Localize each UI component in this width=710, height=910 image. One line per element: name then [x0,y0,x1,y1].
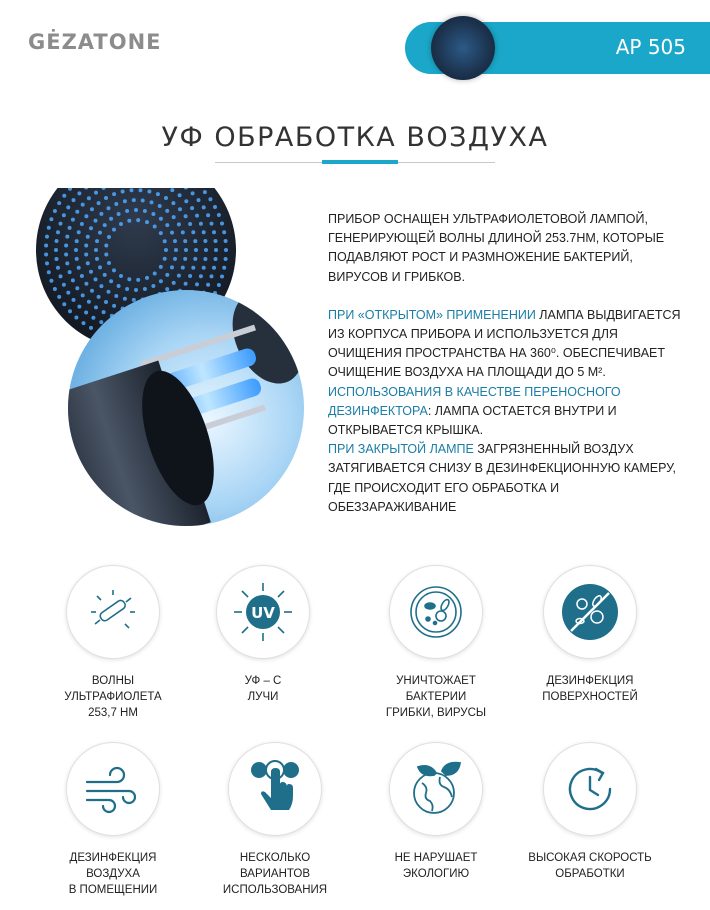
feature-air [43,742,183,898]
grille-dot [84,282,88,286]
closed-mode-text: ЗАГРЯЗНЕННЫЙ ВОЗДУХ ЗАТЯГИВАЕТСЯ СНИЗУ В ДЕЗИНФЕКЦИОННУЮ КАМЕРУ, ГДЕ ПРОИСХОДИТ ЕГО ОБРАБОТКА И ОБЕЗЗАРАЖИВАНИЕ [328,442,676,514]
feature-icon-circle [66,565,160,659]
grille-dot [173,239,177,243]
grille-dot [174,248,178,252]
grille-dot [172,281,176,285]
grille-dot [145,220,149,224]
open-mode-text: ЛАМПА ВЫДВИГАЕТСЯ ИЗ КОРПУСА ПРИБОРА И ИСПОЛЬЗУЕТСЯ ДЛЯ ОЧИЩЕНИЯ ПРОСТРАНСТВА НА 360⁰. ОБЕСПЕЧИВАЕТ ОЧИЩЕНИЕ ВОЗДУХА НА ПЛОЩАДИ ДО 5 М². [328,307,681,380]
grille-dot [159,217,163,221]
grille-dot [117,284,121,288]
grille-dot [165,273,169,277]
grille-dot [191,191,195,195]
grille-dot [224,239,228,243]
grille-dot [213,205,217,209]
grille-dot [121,190,125,194]
feature-icon-circle [66,742,160,836]
grille-dot [57,201,61,205]
grille-dot [74,316,78,320]
grille-dot [47,270,51,274]
grille-dot [143,287,147,291]
grille-dot [203,190,207,194]
grille-dot [81,293,85,297]
grille-dot [125,287,129,291]
grille-dot [123,199,127,203]
grille-dot [159,279,163,283]
grille-dot [65,261,69,265]
grille-dot [71,278,75,282]
grille-dot [80,222,84,226]
grille-dot [188,222,192,226]
speed-clock-icon [562,761,618,817]
grille-dot [165,287,169,291]
grille-dot [68,270,72,274]
grille-dot [103,223,107,227]
grille-dot [82,321,86,325]
grille-dot [56,266,60,270]
grille-dot [107,290,111,294]
grille-dot [159,231,163,235]
portable-mode-heading: ИСПОЛЬЗОВАНИЯ В КАЧЕСТВЕ ПЕРЕНОСНОГО ДЕЗИНФЕКТОРА [328,384,621,418]
grille-dot [125,209,129,213]
grille-dot [64,253,68,257]
grille-dot [195,282,199,286]
feature-icon-circle [216,565,310,659]
grille-dot [165,223,169,227]
product-hero-image [28,188,318,528]
grille-dot [95,239,99,243]
grille-dot [165,209,169,213]
grille-dot [145,276,149,280]
grille-dot [99,284,103,288]
grille-dot [98,231,102,235]
feature-modes [205,742,345,898]
grille-dot [91,316,95,320]
grille-dot [184,248,188,252]
grille-dot [55,239,59,243]
grille-dot [134,208,138,212]
grille-dot [75,286,79,290]
grille-dot [68,309,72,313]
grille-dot [56,230,60,234]
grille-dot [53,209,57,213]
grille-dot [95,257,99,261]
grille-dot [80,274,84,278]
grille-dot [191,230,195,234]
feature-label: ДЕЗИНФЕКЦИЯ ПОВЕРХНОСТЕЙ [542,675,638,703]
grille-dot [178,207,182,211]
grille-dot [44,253,48,257]
touch-buttons-icon [247,758,303,820]
grille-dot [114,294,118,298]
grille-dot [45,235,49,239]
grille-dot [220,222,224,226]
closed-mode-heading: ПРИ ЗАКРЫТОЙ ЛАМПЕ [328,442,474,457]
grille-dot [59,222,63,226]
feature-label: ВОЛНЫ УЛЬТРАФИОЛЕТА 253,7 НМ [64,675,162,719]
grille-dot [75,239,79,243]
grille-dot [94,277,98,281]
grille-dot [132,198,136,202]
grille-dot [153,272,157,276]
grille-dot [203,257,207,261]
feature-icon-circle [389,565,483,659]
model-label: AP 505 [615,35,686,59]
grille-dot [170,188,174,192]
grille-dot [136,278,140,282]
grille-dot [94,219,98,223]
grille-dot [204,248,208,252]
grille-dot [75,210,79,214]
grille-dot [94,191,98,195]
grille-dot [217,213,221,217]
grille-dot [119,274,123,278]
uv-badge-text: UV [251,604,275,622]
description [328,210,688,517]
grille-dot [97,295,101,299]
grille-dot [143,209,147,213]
grille-dot [104,300,108,304]
grille-dot [62,213,66,217]
grille-dot [45,261,49,265]
portable-mode-text: : ЛАМПА ОСТАЕТСЯ ВНУТРИ И ОТКРЫВАЕТСЯ КРЫШКА. [328,403,617,438]
grille-dot [171,201,175,205]
grille-dot [57,295,61,299]
grille-dot [49,217,53,221]
grille-dot [117,212,121,216]
grille-dot [153,225,157,229]
grille-dot [202,266,206,270]
grille-dot [188,274,192,278]
grille-dot [62,194,66,198]
grille-dot [170,231,174,235]
grille-dot [184,214,188,218]
grille-dot [86,235,90,239]
grille-dot [222,266,226,270]
grille-dot [197,198,201,202]
grille-dot [224,257,228,261]
grille-dot [194,248,198,252]
grille-dot [99,212,103,216]
brand-logo: GĖZATONE [28,30,162,54]
grille-dot [158,204,162,208]
grille-dot [184,199,188,203]
grille-dot [181,266,185,270]
grille-dot [66,291,70,295]
grille-dot [84,214,88,218]
grille-dot [114,202,118,206]
grille-dot [109,217,113,221]
grille-dot [151,284,155,288]
grille-dot [74,248,78,252]
grille-dot [151,212,155,216]
grille-dot [134,288,138,292]
feature-speed [520,742,660,882]
grille-dot [127,219,131,223]
grille-dot [112,268,116,272]
grille-dot [53,287,57,291]
grille-dot [59,274,63,278]
feature-surface [520,565,660,705]
grille-dot [178,193,182,197]
grille-dot [222,230,226,234]
grille-dot [84,244,88,248]
grille-dot [177,222,181,226]
grille-dot [164,248,168,252]
feature-label: УФ – С ЛУЧИ [244,675,282,703]
grille-dot [183,239,187,243]
grille-dot [214,257,218,261]
grille-dot [107,261,111,265]
grille-dot [214,239,218,243]
grille-dot [147,190,151,194]
feature-label: ДЕЗИНФЕКЦИЯ ВОЗДУХА В ПОМЕЩЕНИИ [68,852,158,896]
grille-dot [139,188,143,192]
grille-dot [84,311,88,315]
grille-dot [130,188,134,192]
grille-dot [89,226,93,230]
grille-dot [123,297,127,301]
grille-dot [81,203,85,207]
grille-dot [173,257,177,261]
grille-dot [136,218,140,222]
grille-dot [193,239,197,243]
grille-dot [177,274,181,278]
grille-dot [206,213,210,217]
grille-dot [98,265,102,269]
grille-dot [141,199,145,203]
grille-dot [77,266,81,270]
grille-dot [66,205,70,209]
grille-dot [181,230,185,234]
grille-dot [107,235,111,239]
grille-dot [224,248,228,252]
grille-dot [77,305,81,309]
grille-dot [62,283,66,287]
feature-icon-circle [543,565,637,659]
grille-dot [87,196,91,200]
grille-dot [214,248,218,252]
title-accent [322,160,398,164]
grille-dot [62,302,66,306]
feature-eco [366,742,506,882]
grille-dot [104,253,108,257]
grille-dot [156,192,160,196]
feature-icon-circle [228,742,322,836]
grille-dot [183,257,187,261]
model-badge [405,22,710,74]
grille-dot [55,257,59,261]
grille-dot [104,244,108,248]
feature-label: НЕСКОЛЬКО ВАРИАНТОВ ИСПОЛЬЗОВАНИЯ [222,852,328,896]
grille-dot [90,289,94,293]
grille-dot [72,298,76,302]
grille-dot [103,273,107,277]
grille-dot [212,266,216,270]
grille-dot [54,248,58,252]
eco-globe-icon [406,759,466,819]
grille-dot [47,226,51,230]
grille-dot [84,253,88,257]
grille-dot [109,279,113,283]
grille-dot [86,261,90,265]
grille-dot [64,244,68,248]
page-title: УФ ОБРАБОТКА ВОЗДУХА [161,122,549,153]
grille-dot [102,310,106,314]
feature-icon-circle [543,742,637,836]
grille-dot [77,230,81,234]
grille-dot [191,266,195,270]
grille-dot [164,196,168,200]
grille-dot [94,248,98,252]
grille-dot [68,226,72,230]
grille-dot [212,230,216,234]
grille-dot [119,222,123,226]
feature-label: УНИЧТОЖАЕТ БАКТЕРИИ ГРИБКИ, ВИРУСЫ [385,675,487,719]
open-mode-heading: ПРИ «ОТКРЫТОМ» ПРИМЕНЕНИИ [328,307,536,322]
grille-dot [87,300,91,304]
grille-dot [208,197,212,201]
grille-dot [112,304,116,308]
grille-dot [75,257,79,261]
grille-dot [190,206,194,210]
grille-dot [163,239,167,243]
feature-label: НЕ НАРУШАЕТ ЭКОЛОГИЮ [394,852,478,880]
grille-dot [94,305,98,309]
grille-dot [89,326,93,330]
grille-dot [89,270,93,274]
grille-dot [90,207,94,211]
grille-dot [112,192,116,196]
grille-dot [97,201,101,205]
grille-dot [127,277,131,281]
feature-label: ВЫСОКАЯ СКОРОСТЬ ОБРАБОТКИ [528,852,652,880]
grille-dot [112,228,116,232]
grille-dot [217,283,221,287]
grille-dot [49,279,53,283]
description-intro: ПРИБОР ОСНАЩЕН УЛЬТРАФИОЛЕТОВОЙ ЛАМПОЙ, ГЕНЕРИРУЮЩЕЙ ВОЛНЫ ДЛИНОЙ 253.7НМ, КОТОРЫЕ ПОДАВЛЯЮТ РОСТ И РАЗМНОЖЕНИЕ БАКТЕРИЙ, ВИРУСОВ И ГРИБКОВ. [328,212,665,284]
grille-dot [202,205,206,209]
grille-dot [150,200,154,204]
bacteria-icon [407,583,465,641]
device-top-image [431,16,495,80]
air-flow-icon [83,764,143,814]
grille-dot [184,282,188,286]
grille-dot [99,320,103,324]
grille-dot [199,222,203,226]
grille-dot [170,265,174,269]
grille-dot [172,215,176,219]
feature-uv-wave [43,565,183,721]
grille-dot [107,206,111,210]
grille-dot [195,214,199,218]
grille-dot [44,244,48,248]
grille-dot [159,265,163,269]
grille-dot [104,196,108,200]
grille-dot [193,257,197,261]
grille-dot [77,191,81,195]
grille-dot [65,235,69,239]
grille-dot [210,274,214,278]
feature-uv-c [193,565,333,705]
grille-dot [202,230,206,234]
feature-bacteria [366,565,506,721]
grille-dot [132,298,136,302]
uv-rays-icon [232,581,294,643]
grille-dot [203,239,207,243]
uv-lamp-icon [87,586,139,638]
feature-icon-circle [389,742,483,836]
surface-disinfection-icon [559,581,621,643]
grille-dot [71,218,75,222]
grille-dot [163,257,167,261]
grille-dot [199,274,203,278]
grille-dot [210,222,214,226]
grille-dot [220,275,224,279]
grille-dot [72,198,76,202]
grille-dot [206,283,210,287]
